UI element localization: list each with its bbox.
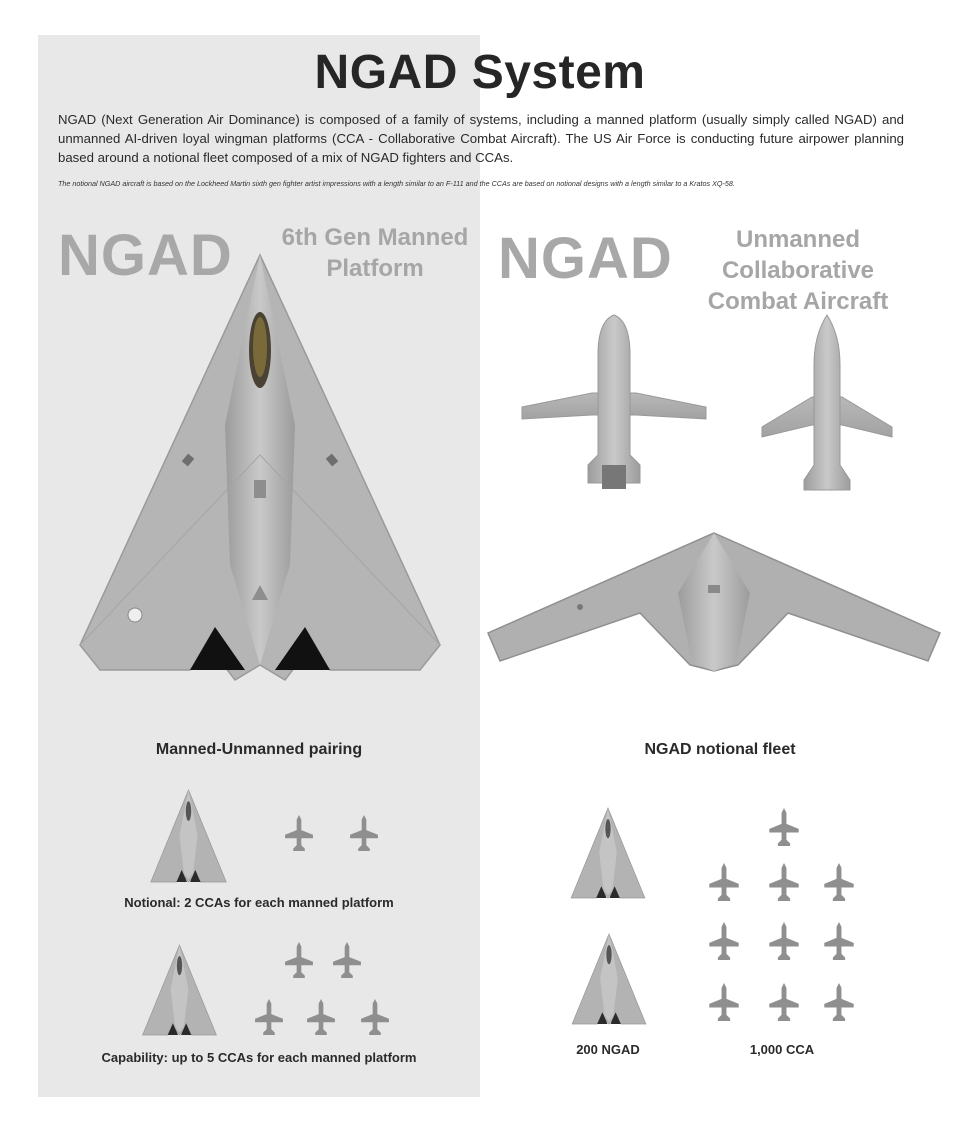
footnote: The notional NGAD aircraft is based on the Lockheed Martin sixth gen fighter artist impressions with a length similar to an F-111 and the CCAs are based on notional designs with a length similar to a Kratos XQ-58. [58,179,735,188]
fleet-ngad-label: 200 NGAD [576,1042,640,1057]
right-subtitle-line1: Unmanned Collaborative [721,226,875,284]
cca-drone-icon [708,863,740,901]
left-subtitle-line1: 6th Gen Manned [281,224,469,251]
cca-drone-icon [284,815,314,851]
cca-drone-icon [823,863,855,901]
cca-drone-icon [254,999,284,1035]
left-big-ngad-label: NGAD [58,223,233,288]
caption-notional: Notional: 2 CCAs for each manned platform [124,895,394,910]
flying-wing-cca-icon [488,533,940,673]
ngad-fighter-icon [570,808,646,898]
ngad-fighter-icon [571,934,647,1024]
intro-paragraph: NGAD (Next Generation Air Dominance) is composed of a family of systems, including a manned platform (usually simply called NGAD) and unmanned AI-driven loyal wingman platforms (CCA - Collaborative Combat Aircraft). The US Air Force is conducting future airpower planning based around a notional fleet composed of a mix of NGAD fighters and CCAs. [58,112,904,165]
cca-drone-icon [823,922,855,960]
cca-drone-icon [284,942,314,978]
right-big-ngad-label: NGAD [498,226,673,291]
ngad-fighter-icon [150,790,227,882]
cca-drone-icon [522,315,706,493]
cca-drone-icon [762,315,892,490]
fleet-cca-label: 1,000 CCA [749,1042,815,1057]
pairing-heading: Manned-Unmanned pairing [155,741,363,758]
right-subtitle-line2: Combat Aircraft [707,288,889,315]
cca-drone-icon [708,983,740,1021]
cca-drone-icon [306,999,336,1035]
fleet-heading: NGAD notional fleet [644,741,796,758]
ngad-fighter-icon [142,945,217,1035]
left-subtitle-line2: Platform [326,255,424,282]
cca-drone-icon [768,983,800,1021]
cca-drone-icon [332,942,362,978]
right-subtitle [662,224,934,317]
cca-drone-icon [708,922,740,960]
cca-drone-icon [349,815,379,851]
cca-drone-icon [768,863,800,901]
cca-drone-icon [768,808,800,846]
ngad-fighter-icon [80,255,440,685]
cca-drone-icon [768,922,800,960]
caption-capability: Capability: up to 5 CCAs for each manned platform [101,1050,417,1065]
cca-drone-icon [360,999,390,1035]
cca-drone-icon [823,983,855,1021]
page-title: NGAD System [314,46,646,99]
